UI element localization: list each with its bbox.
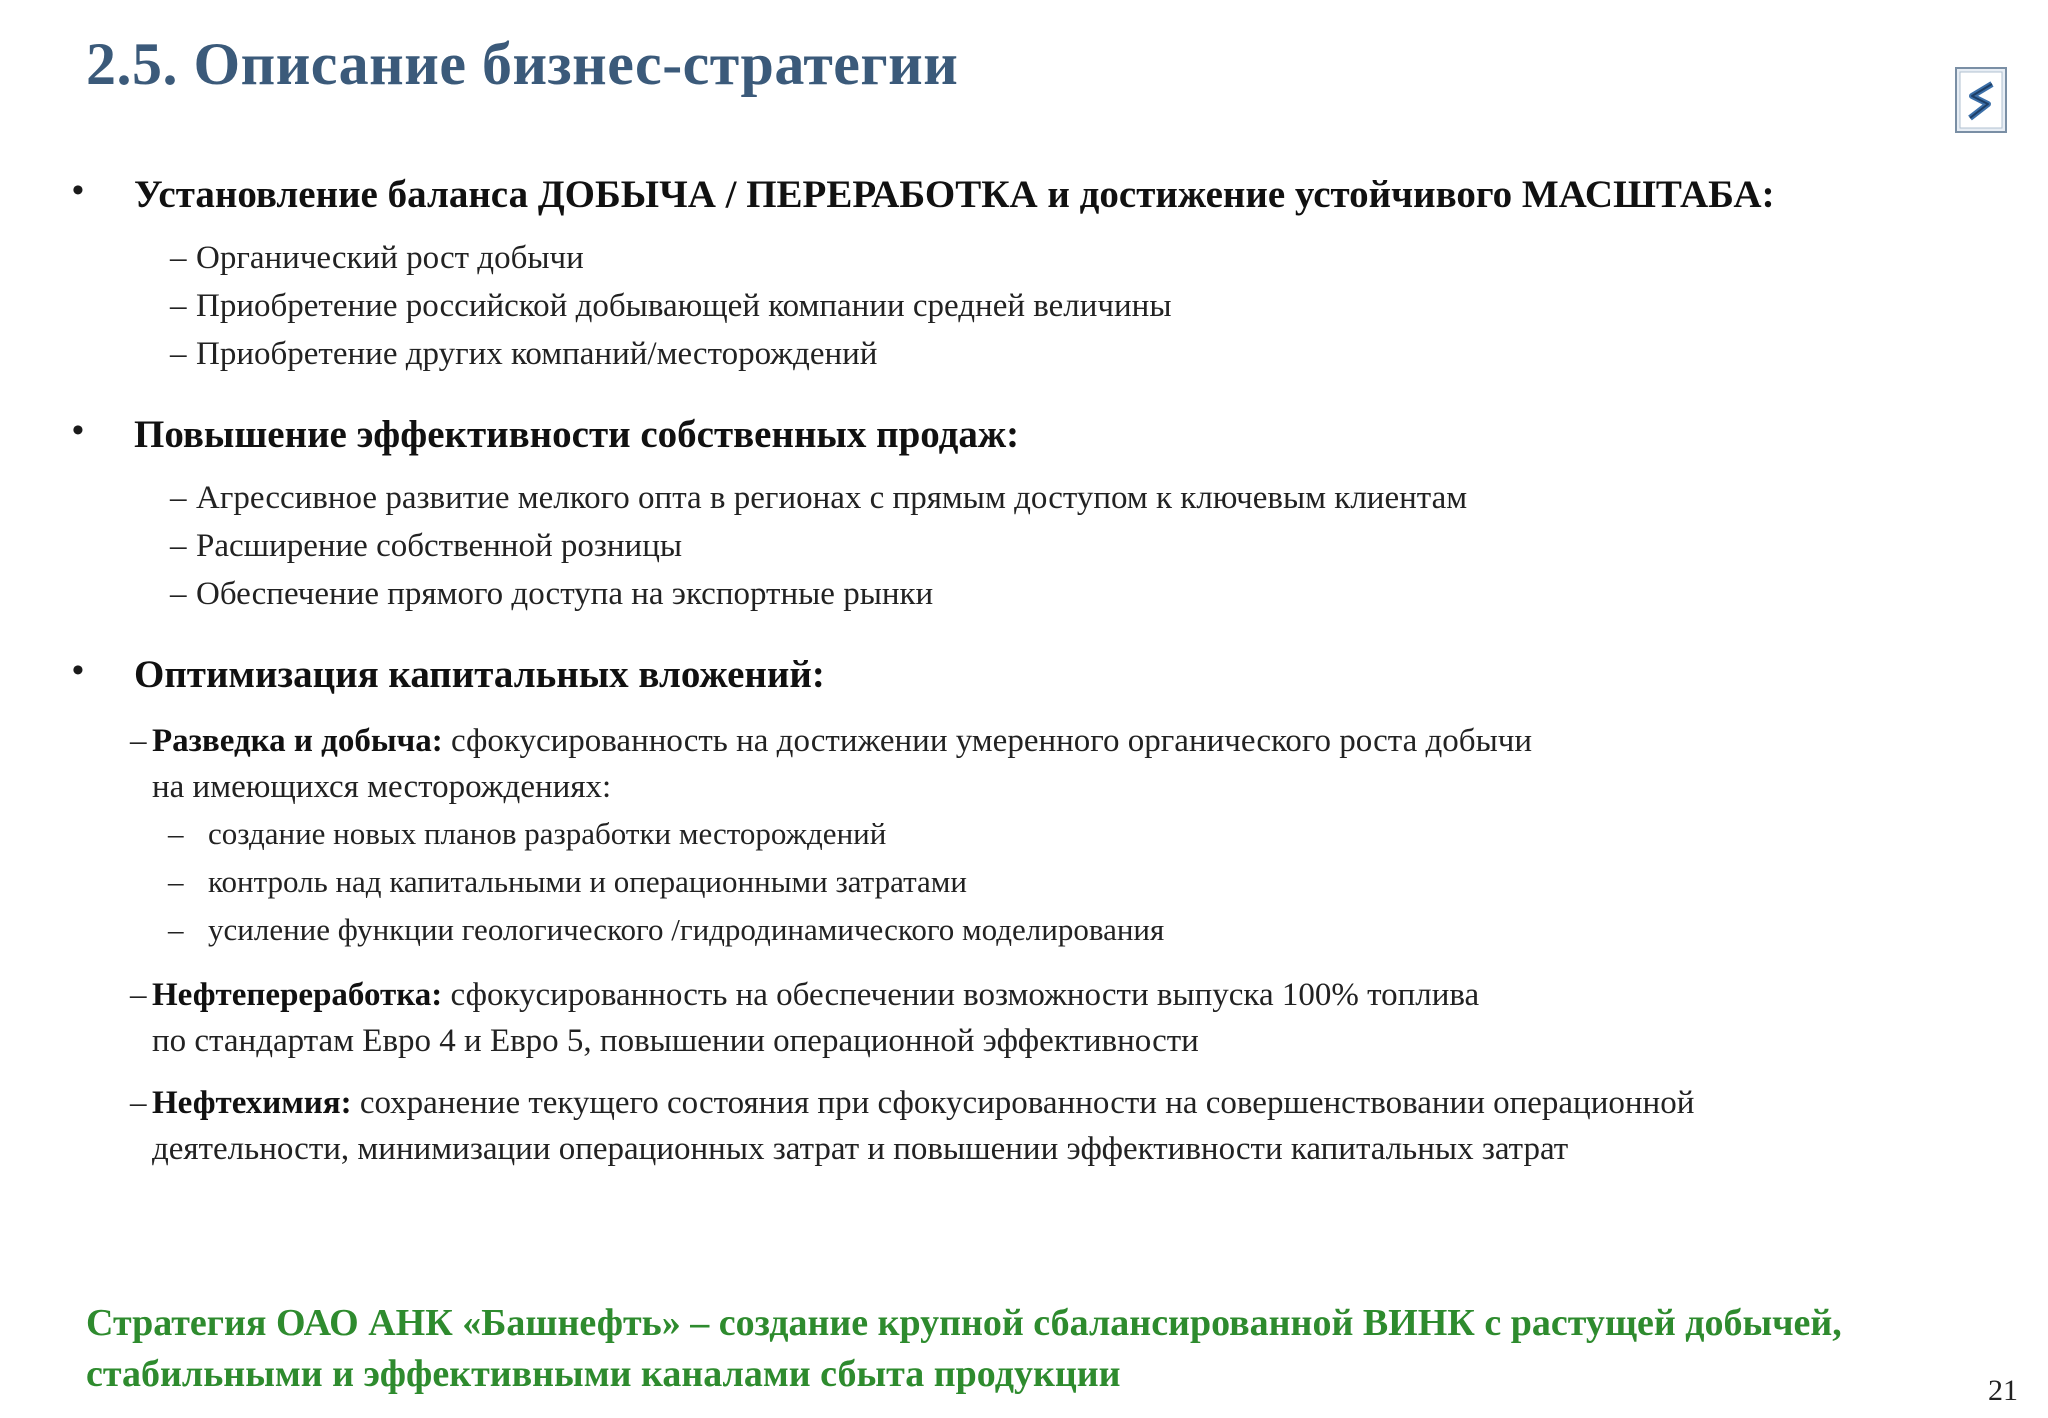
capex-group-refining: – Нефтепереработка: сфокусированность на обеспечении возможности выпуска 100% топлива по стандартам Евро 4 и Евро 5, повышении операционной эффективности [130, 977, 1480, 1059]
list-item: – создание новых планов разработки месторождений [168, 816, 887, 851]
list-item: – Обеспечение прямого доступа на экспортные рынки [170, 576, 934, 612]
section-heading: Повышение эффективности собственных продаж: [134, 413, 1020, 456]
capex-group-petrochemicals: – Нефтехимия: сохранение текущего состояния при сфокусированности на совершенствовании операционной деятельности, минимизации операционных затрат и повышении эффективности капитальных затрат [130, 1085, 1695, 1167]
bashneft-logo-icon [1954, 66, 2010, 136]
bullet-marker: • [72, 652, 84, 689]
capex-group-exploration: – Разведка и добыча: сфокусированность на достижении умеренного органического роста добычи на имеющихся месторождениях: [130, 723, 1532, 805]
group-lead: Нефтехимия: [152, 1085, 352, 1121]
list-item: – контроль над капитальными и операционными затратами [168, 864, 967, 899]
list-item: – Агрессивное развитие мелкого опта в регионах с прямым доступом к ключевым клиентам [170, 480, 1468, 516]
list-item: – Органический рост добычи [170, 240, 584, 276]
group-lead: Разведка и добыча: [152, 723, 443, 759]
page-title: 2.5. Описание бизнес-стратегии [86, 31, 959, 97]
list-item: – Приобретение российской добывающей компании средней величины [170, 288, 1172, 324]
strategy-summary: Стратегия ОАО АНК «Башнефть» – создание крупной сбалансированной ВИНК с растущей добычей, стабильными и эффективными каналами сбыта продукции [86, 1302, 1842, 1395]
bullet-marker: • [72, 412, 84, 449]
list-item: – Расширение собственной розницы [170, 528, 683, 564]
bullet-marker: • [72, 172, 84, 209]
group-lead: Нефтепереработка: [152, 977, 443, 1013]
list-item: – Приобретение других компаний/месторождений [170, 336, 878, 372]
section-heading: Оптимизация капитальных вложений: [134, 653, 825, 696]
page-number: 21 [1988, 1374, 2018, 1407]
section-heading: Установление баланса ДОБЫЧА / ПЕРЕРАБОТКА и достижение устойчивого МАСШТАБА: [134, 173, 1775, 216]
list-item: – усиление функции геологического /гидродинамического моделирования [168, 912, 1165, 947]
